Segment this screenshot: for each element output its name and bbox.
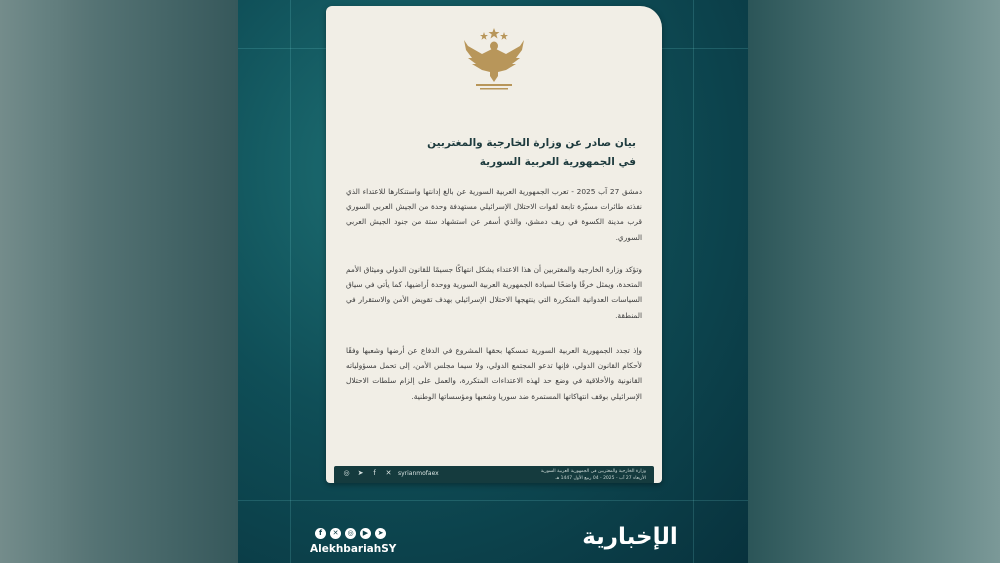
- x-icon: ✕: [330, 528, 341, 539]
- title-line-2: في الجمهورية العربية السورية: [479, 156, 636, 168]
- statement-document: [326, 6, 662, 483]
- footer-date-line: الأربعاء 27 آب - 2025 - 04 ربيع الأول 1447 هـ: [555, 476, 646, 481]
- footer-handle: syrianmofaex: [398, 470, 439, 477]
- decor-line: [693, 0, 694, 563]
- facebook-icon: f: [315, 528, 326, 539]
- paragraph-3: وإذ تجدد الجمهورية العربية السورية تمسكها بحقها المشروع في الدفاع عن أرضها وشعبها وفقًا لأحكام القانون الدولي، فإنها تدعو المجتمع الدولي، ولا سيما مجلس الأمن، إلى تحمل مسؤولياته القانونية والأخلاقية في وضع حد لهذه الاعتداءات المتكررة، والعمل على إلزام سلطات الاحتلال الإسرائيلي بوقف انتهاكاتها المستمرة ضد سوريا وشعبها ومؤسساتها الوطنية.: [346, 346, 642, 401]
- blurred-background-left: [0, 0, 238, 563]
- decor-line: [238, 500, 748, 501]
- facebook-icon: f: [373, 469, 376, 477]
- channel-handle: AlekhbariahSY: [310, 543, 397, 555]
- paragraph-1: دمشق 27 آب 2025 - تعرب الجمهورية العربية السورية عن بالغ إدانتها واستنكارها للاعتداء الذي نفذته طائرات مسيّرة تابعة لقوات الاحتلال الإسرائيلي مستهدفة وحدة من الجيش العربي السوري قرب مدينة الكسوة في ريف دمشق، والذي أسفر عن استشهاد ستة من جنود الجيش العربي السوري.: [346, 187, 642, 242]
- footer-ministry-line: وزارة الخارجية والمغتربين في الجمهورية العربية السورية: [540, 469, 646, 474]
- syrian-eagle-emblem-icon: [462, 26, 526, 94]
- x-icon: ✕: [385, 469, 392, 477]
- telegram-icon: ➤: [357, 469, 364, 477]
- title-line-1: بيان صادر عن وزارة الخارجية والمغتربين: [427, 137, 636, 149]
- instagram-icon: ◎: [343, 469, 350, 477]
- paragraph-2: وتؤكد وزارة الخارجية والمغتربين أن هذا الاعتداء يشكل انتهاكًا جسيمًا للقانون الدولي وميثاق الأمم المتحدة، ويمثل خرقًا واضحًا لسيادة الجمهورية العربية السورية ووحدة أراضيها، كما يأتي في سياق السياسات العدوانية المتكررة التي ينتهجها الاحتلال الإسرائيلي بهدف تقويض الأمن والاستقرار في المنطقة.: [346, 265, 642, 320]
- instagram-icon: ◎: [345, 528, 356, 539]
- blurred-background-right: [748, 0, 1000, 563]
- channel-social-icons: [315, 528, 386, 539]
- document-footer: [334, 466, 654, 483]
- telegram-icon: ➤: [375, 528, 386, 539]
- channel-logo: الإخبارية: [582, 524, 678, 550]
- footer-social-icons: [342, 469, 393, 478]
- statement-title: [344, 134, 636, 172]
- youtube-icon: ▶: [360, 528, 371, 539]
- footer-ministry-info: [526, 468, 646, 482]
- decor-line: [290, 0, 291, 563]
